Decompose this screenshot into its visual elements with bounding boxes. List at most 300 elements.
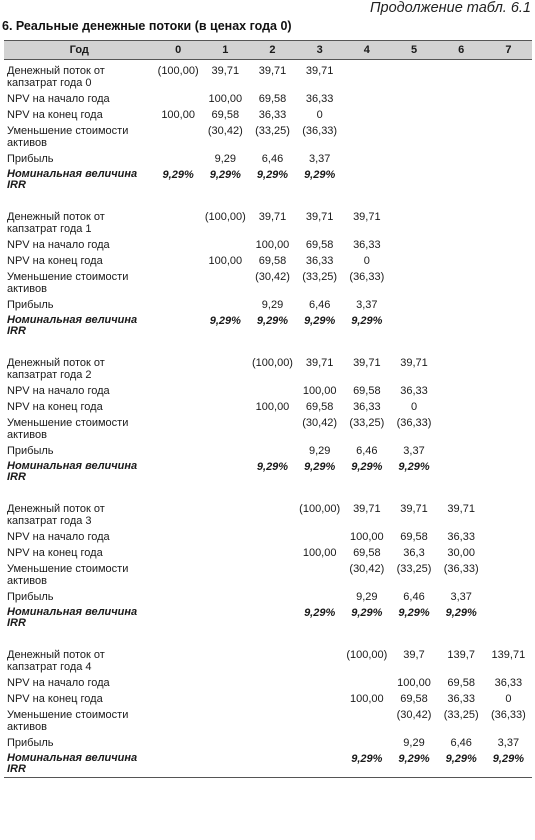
table-cell [202,545,249,561]
table-cell [155,707,202,735]
table-cell [485,123,532,151]
table-row [4,605,532,631]
table-row [4,167,532,193]
table-cell [155,352,202,383]
table-cell [485,498,532,529]
table-cell: 139,7 [447,649,475,661]
table-row [4,206,532,237]
table-row [4,675,532,691]
table-cell [155,237,202,253]
table-cell: 9,29% [304,315,336,327]
table-cell [249,443,296,459]
table-cell: 9,29% [256,315,289,327]
table-cell [438,167,485,193]
table-cell [296,735,343,751]
table-cell [390,206,437,237]
column-header-2: 1 [202,41,249,60]
table-cell: 6,46 [450,737,472,749]
table-cell: 100,00 [350,531,384,543]
table-cell: 69,58 [258,93,287,105]
table-cell [249,561,296,589]
row-label: Номинальная величина IRR [4,751,155,778]
table-cell: (100,00) [299,503,341,515]
table-cell [202,751,249,778]
table-cell [390,151,437,167]
table-cell: 6,46 [261,153,284,165]
table-cell: 0 [505,693,512,705]
table-cell [155,498,202,529]
table-cell [249,605,296,631]
table-cell: 6,46 [356,445,378,457]
table-cell: 69,58 [258,255,287,267]
row-label: NPV на начало года [7,531,110,543]
table-cell: 9,29 [356,591,378,603]
table-cell [390,269,437,297]
table-cell: 36,33 [258,109,287,121]
group-spacer-cell [4,339,532,352]
table-cell [390,253,437,269]
table-row [4,91,532,107]
table-row [4,443,532,459]
table-row [4,399,532,415]
table-cell [249,675,296,691]
group-spacer-cell [4,193,532,206]
table-cell [155,675,202,691]
row-label: Прибыль [7,591,54,603]
table-cell [438,443,485,459]
table-cell: 100,00 [161,109,195,121]
row-label: NPV на конец года [7,401,103,413]
table-cell [155,297,202,313]
row-label: Денежный поток от капзатрат года 1 [7,211,105,235]
table-cell [155,253,202,269]
table-cell [155,399,202,415]
table-cell [485,415,532,443]
table-cell [202,735,249,751]
table-cell [485,529,532,545]
table-cell: 39,71 [400,503,428,515]
table-cell [438,313,485,339]
column-header-8: 7 [485,41,532,60]
table-cell [390,167,437,193]
table-cell: 6,46 [403,591,425,603]
row-label: Денежный поток от капзатрат года 4 [7,649,105,673]
table-cell: 36,33 [447,693,475,705]
table-cell: 9,29% [209,315,241,327]
table-cell [202,459,249,485]
table-cell: 39,71 [305,65,334,77]
table-cell: 69,58 [305,239,334,251]
table-cell: 9,29% [445,607,477,619]
table-cell: 69,58 [447,677,475,689]
table-cell [343,151,390,167]
row-label: Уменьшение стоимости активов [7,563,129,587]
row-label: Прибыль [7,445,54,457]
table-cell: 39,71 [258,211,287,223]
table-row [4,60,532,92]
table-cell [485,206,532,237]
table-cell [249,707,296,735]
table-cell: 3,37 [308,153,331,165]
table-cell: 3,37 [403,445,425,457]
table-cell: (100,00) [157,65,199,77]
table-cell: 100,00 [255,401,290,413]
table-cell [249,545,296,561]
table-cell: 36,33 [447,531,475,543]
table-cell [155,206,202,237]
table-cell [249,529,296,545]
table-cell [155,415,202,443]
table-cell [155,691,202,707]
table-row [4,151,532,167]
table-cell: 39,7 [403,649,425,661]
table-cell [390,313,437,339]
table-cell: 9,29% [398,607,430,619]
table-cell: 39,71 [305,211,334,223]
table-cell: 100,00 [350,693,384,705]
table-cell [485,383,532,399]
table-cell: (33,25) [443,709,479,721]
row-label: NPV на начало года [7,677,110,689]
table-header-row [4,41,532,60]
row-label: Номинальная величина IRR [7,168,138,191]
table-cell: 36,33 [353,401,381,413]
table-cell: 9,29% [304,607,336,619]
table-cell: 9,29 [261,299,284,311]
table-cell [202,561,249,589]
table-cell: 3,37 [356,299,378,311]
section-title: 6. Реальные денежные потоки (в ценах года 0) [2,19,292,33]
table-cell: 9,29% [209,169,241,181]
table-cell: 39,71 [305,357,334,369]
table-row [4,561,532,589]
table-cell [249,498,296,529]
row-label: NPV на конец года [7,547,103,559]
table-cell: 9,29% [351,461,383,473]
table-cell [343,675,390,691]
table-cell: 3,37 [450,591,472,603]
row-label: Прибыль [7,153,54,165]
table-cell: (36,33) [349,271,385,283]
table-cell [296,644,343,675]
table-cell [485,237,532,253]
table-cell [202,269,249,297]
table-cell [390,91,437,107]
group-spacer [4,631,532,644]
table-cell: 3,37 [497,737,520,749]
table-cell [155,459,202,485]
table-cell [296,675,343,691]
table-cell [155,529,202,545]
table-cell [202,644,249,675]
table-cell: 100,00 [208,93,243,105]
table-cell [485,545,532,561]
table-cell: (30,42) [349,563,385,575]
table-cell [390,60,437,92]
row-label: Уменьшение стоимости активов [7,271,129,295]
column-header-5: 4 [343,41,390,60]
table-row [4,707,532,735]
table-cell: (100,00) [204,211,246,223]
table-cell: 100,00 [397,677,431,689]
table-cell [343,735,390,751]
table-cell [155,151,202,167]
column-header-1: 0 [155,41,202,60]
table-cell [202,589,249,605]
table-cell: 6,46 [308,299,331,311]
table-cell: 69,58 [353,385,381,397]
table-cell [155,605,202,631]
table-cell [343,91,390,107]
table-cell [155,735,202,751]
table-cell [155,644,202,675]
table-cell [390,237,437,253]
table-cell [155,91,202,107]
table-row [4,498,532,529]
table-cell: 9,29% [351,607,383,619]
table-cell [343,107,390,123]
table-cell [438,123,485,151]
cash-flow-table [4,40,532,778]
table-cell [202,415,249,443]
table-cell: 100,00 [208,255,243,267]
row-label: Прибыль [7,299,54,311]
table-cell [485,60,532,92]
table-cell [438,383,485,399]
table-cell [155,561,202,589]
table-cell: 39,71 [353,211,381,223]
table-cell [485,605,532,631]
table-cell [438,151,485,167]
table-cell [202,605,249,631]
table-cell: 36,3 [403,547,425,559]
table-cell: 30,00 [447,547,475,559]
table-cell [155,269,202,297]
table-cell [438,269,485,297]
table-cell [343,123,390,151]
table-cell [343,167,390,193]
table-row [4,352,532,383]
table-cell [438,297,485,313]
table-cell: (100,00) [252,357,293,369]
table-cell [155,123,202,151]
table-cell [249,383,296,399]
table-cell: (33,25) [302,271,338,283]
table-cell [202,443,249,459]
table-cell: 69,58 [353,547,381,559]
table-cell: 39,71 [447,503,475,515]
table-row [4,735,532,751]
table-cell [296,707,343,735]
row-label: NPV на начало года [7,385,110,397]
table-row [4,269,532,297]
table-cell: (30,42) [207,125,243,137]
table-cell [485,91,532,107]
table-cell: (100,00) [346,649,388,661]
row-label: Денежный поток от капзатрат года 2 [7,357,105,381]
table-cell: 0 [316,109,323,121]
table-cell [438,352,485,383]
row-label: NPV на конец года [7,693,103,705]
table-cell [296,589,343,605]
table-cell [155,751,202,778]
table-cell: 36,33 [353,239,381,251]
table-cell: (33,25) [349,417,385,429]
table-cell [249,589,296,605]
table-cell: 9,29% [390,751,437,778]
table-cell [438,415,485,443]
table-cell [155,443,202,459]
table-cell: 9,29% [398,461,430,473]
row-label: Уменьшение стоимости активов [7,709,129,733]
table-body [4,60,532,778]
table-cell: 9,29% [256,169,289,181]
table-cell [485,561,532,589]
row-label: Номинальная величина IRR [7,314,138,337]
table-row [4,415,532,443]
table-cell: 39,71 [353,357,381,369]
table-cell: 36,33 [305,255,334,267]
table-cell: 39,71 [258,65,287,77]
table-cell [485,151,532,167]
table-cell [485,269,532,297]
table-cell: 100,00 [302,547,337,559]
table-cell [485,459,532,485]
group-spacer [4,193,532,206]
table-continuation-label: Продолжение табл. 6.1 [370,0,531,16]
table-cell [485,443,532,459]
table-cell: (36,33) [302,125,338,137]
table-cell: (36,33) [443,563,479,575]
table-cell [155,589,202,605]
table-cell [390,107,437,123]
table-cell [390,297,437,313]
group-spacer [4,339,532,352]
table-cell: 9,29 [308,445,331,457]
table-cell [202,383,249,399]
table-cell [343,60,390,92]
table-cell [485,167,532,193]
table-cell: 0 [363,255,370,267]
table-cell: 9,29% [351,315,383,327]
row-label: Денежный поток от капзатрат года 3 [7,503,105,527]
table-cell: 39,71 [400,357,428,369]
table-cell [438,399,485,415]
table-cell: 39,71 [353,503,381,515]
table-cell: (36,33) [396,417,432,429]
group-spacer-cell [4,485,532,498]
table-cell [249,415,296,443]
table-cell [202,675,249,691]
table-cell [296,691,343,707]
table-cell: 9,29% [304,169,336,181]
table-cell: 69,58 [211,109,240,121]
table-row [4,691,532,707]
table-cell [485,107,532,123]
column-header-7: 6 [438,41,485,60]
table-cell: 100,00 [255,239,290,251]
table-cell [438,107,485,123]
table-cell: 139,71 [491,649,526,661]
table-cell: 100,00 [302,385,337,397]
table-cell [485,589,532,605]
table-cell [485,313,532,339]
table-cell: 9,29 [214,153,237,165]
table-cell: 39,71 [211,65,240,77]
table-cell [390,123,437,151]
table-row [4,545,532,561]
table-cell [202,691,249,707]
row-label: Уменьшение стоимости активов [7,417,129,441]
table-cell: (33,25) [396,563,432,575]
table-cell [155,313,202,339]
table-cell: 36,33 [305,93,334,105]
table-cell: 36,33 [400,385,428,397]
table-cell: 69,58 [400,693,428,705]
table-cell: 0 [410,401,418,413]
table-cell: (36,33) [490,709,526,721]
column-header-year: Год [4,41,155,60]
row-label: Номинальная величина IRR [7,606,138,629]
table-row [4,459,532,485]
table-cell [202,707,249,735]
table-cell: (30,42) [302,417,338,429]
table-cell: 69,58 [400,531,428,543]
table-row [4,529,532,545]
row-label: Прибыль [7,737,54,749]
table-row [4,237,532,253]
table-cell [202,399,249,415]
table-cell [296,529,343,545]
table-cell [249,644,296,675]
group-spacer-cell [4,631,532,644]
row-label: NPV на начало года [7,93,110,105]
table-cell [155,383,202,399]
table-cell [485,253,532,269]
table-cell [438,91,485,107]
table-cell: 9,29% [256,461,289,473]
table-cell: 9,29% [485,751,532,778]
table-cell: 9,29% [162,169,194,181]
table-row [4,123,532,151]
table-cell: 9,29% [438,751,485,778]
row-label: NPV на конец года [7,109,103,121]
table-cell [485,297,532,313]
row-label: NPV на начало года [7,239,110,251]
table-cell [249,735,296,751]
row-label: Номинальная величина IRR [7,460,138,483]
table-cell [202,529,249,545]
table-cell [438,206,485,237]
table-cell [438,237,485,253]
row-label: Денежный поток от капзатрат года 0 [7,65,105,89]
table-cell [249,751,296,778]
column-header-4: 3 [296,41,343,60]
table-cell: 9,29% [304,461,336,473]
table-row [4,751,532,778]
table-cell: 9,29% [343,751,390,778]
table-cell [438,253,485,269]
table-cell [296,561,343,589]
table-cell [249,691,296,707]
table-cell: (30,42) [396,709,432,721]
table-cell [202,297,249,313]
column-header-6: 5 [390,41,437,60]
table-cell [202,237,249,253]
table-row [4,644,532,675]
table-row [4,107,532,123]
table-cell: (33,25) [255,125,290,137]
